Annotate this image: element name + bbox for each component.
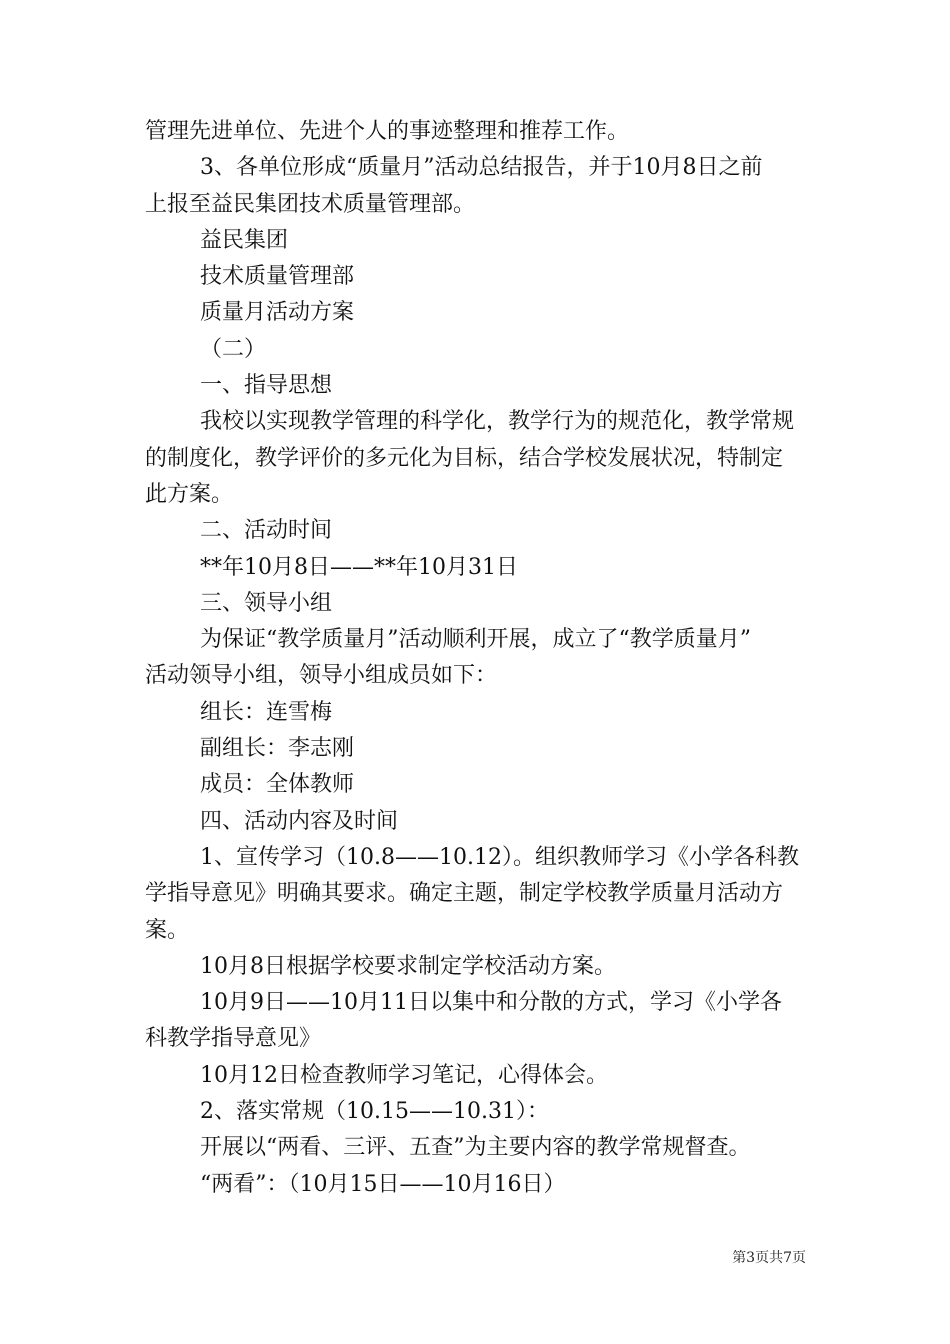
- text-line: “两看”：（10月15日——10月16日）: [200, 1171, 566, 1197]
- text-line: 3、各单位形成“质量月”活动总结报告，并于10月8日之前: [200, 155, 763, 181]
- text-line: 四、活动内容及时间: [200, 808, 399, 834]
- text-line: **年10月8日——**年10月31日: [200, 554, 518, 580]
- text-line: 学指导意见》明确其要求。确定主题，制定学校教学质量月活动方: [145, 881, 784, 907]
- text-line: 副组长：李志刚: [200, 736, 355, 762]
- text-line: 一、指导思想: [200, 373, 333, 399]
- text-line: 上报至益民集团技术质量管理部。: [145, 191, 476, 217]
- text-line: 案。: [145, 917, 190, 943]
- text-line: 三、领导小组: [200, 590, 333, 616]
- text-line: 活动领导小组，领导小组成员如下：: [145, 663, 498, 689]
- text-line: 此方案。: [145, 481, 234, 507]
- text-line: （二）: [200, 336, 267, 362]
- text-line: 科教学指导意见》: [145, 1026, 322, 1052]
- text-line: 的制度化，教学评价的多元化为目标，结合学校发展状况，特制定: [145, 445, 784, 471]
- text-line: 2、落实常规（10.15——10.31）：: [200, 1099, 549, 1125]
- text-line: 成员：全体教师: [200, 772, 355, 798]
- text-line: 益民集团: [200, 227, 289, 253]
- text-line: 管理先进单位、先进个人的事迹整理和推荐工作。: [145, 119, 630, 144]
- text-line: 我校以实现教学管理的科学化，教学行为的规范化，教学常规: [200, 409, 795, 435]
- text-line: 开展以“两看、三评、五查”为主要内容的教学常规督查。: [200, 1135, 751, 1161]
- text-line: 为保证“教学质量月”活动顺利开展，成立了“教学质量月”: [200, 627, 751, 653]
- text-line: 组长：连雪梅: [200, 699, 333, 725]
- text-line: 10月9日——10月11日以集中和分散的方式，学习《小学各: [200, 990, 782, 1016]
- text-line: 质量月活动方案: [200, 300, 355, 326]
- text-line: 1、宣传学习（10.8——10.12）。组织教师学习《小学各科教: [200, 844, 799, 870]
- text-line: 10月12日检查教师学习笔记，心得体会。: [200, 1062, 608, 1088]
- body-text: [145, 114, 807, 1203]
- page-number: 第3页共7页: [732, 1250, 806, 1266]
- text-line: 10月8日根据学校要求制定学校活动方案。: [200, 953, 616, 979]
- text-line: 二、活动时间: [200, 518, 333, 544]
- text-line: 技术质量管理部: [200, 264, 355, 290]
